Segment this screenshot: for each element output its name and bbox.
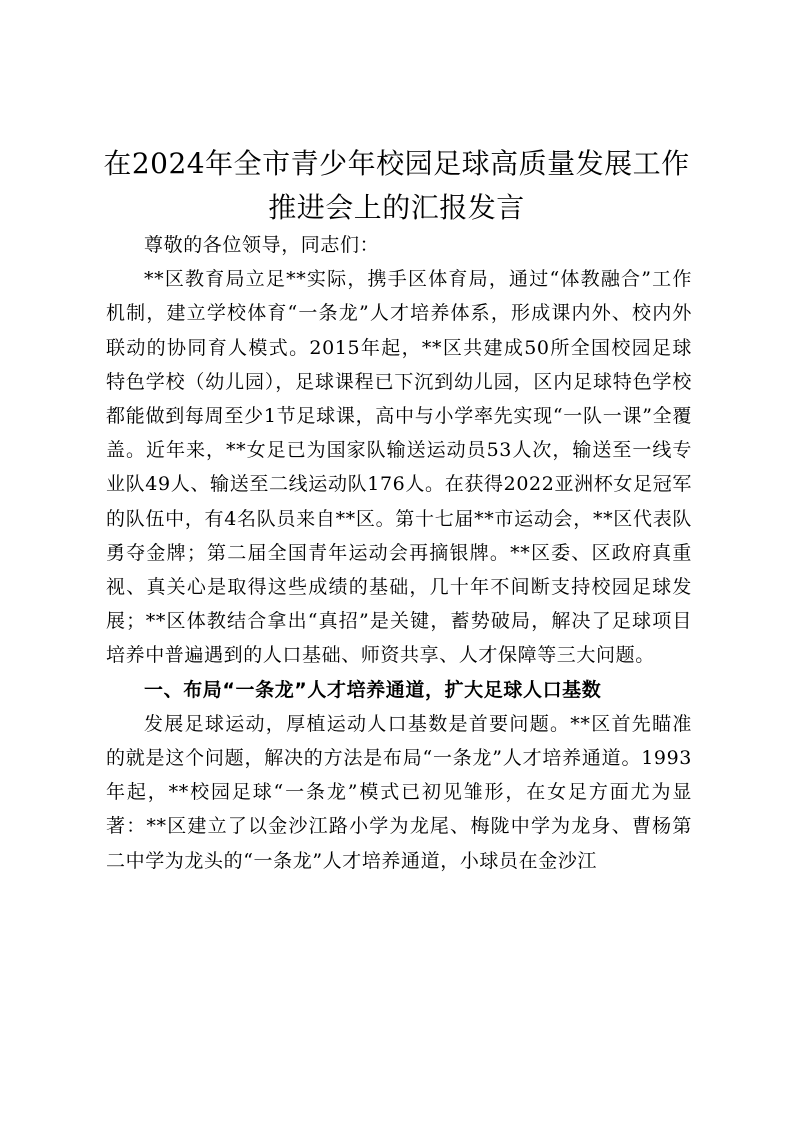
document-title: 在2024年全市青少年校园足球高质量发展工作推进会上的汇报发言 — [103, 147, 690, 224]
section-heading: 一、布局“一条龙”人才培养通道，扩大足球人口基数 — [144, 678, 602, 701]
intro-paragraph: **区教育局立足**实际，携手区体育局，通过“体教融合”工作机制，建立学校体育“一条龙”人才培养体系，形成课内外、校内外联动的协同育人模式。2015年起，**区共建成50所全国校园足球特色学校（幼儿园），足球课程已下沉到幼儿园，区内足球特色学校都能做到每周至少1节足球课，高中与小学率先实现“一队一课”全覆盖。近年来，**女足已为国家队输送运动员53人次，输送至一线专业队49人、输送至二线运动队176人。在获得2022亚洲杯女足冠军的队伍中，有4名队员来自**区。第十七届**市运动会，**区代表队勇夺金牌；第二届全国青年运动会再摘银牌。**区委、区政府真重视、真关心是取得这些成绩的基础，几十年不间断支持校园足球发展；**区体教结合拿出“真招”是关键，蓄势破局，解决了足球项目培养中普遍遇到的人口基础、师资共享、人才保障等三大问题。 — [106, 268, 692, 667]
section-paragraph: 发展足球运动，厚植运动人口基数是首要问题。**区首先瞄准的就是这个问题，解决的方法是布局“一条龙”人才培养通道。1993年起，**校园足球“一条龙”模式已初见雏形，在女足方面尤为显著：**区建立了以金沙江路小学为龙尾、梅陇中学为龙身、曹杨第二中学为龙头的“一条龙”人才培养通道，小球员在金沙江 — [106, 712, 692, 872]
document-body — [106, 228, 692, 878]
salutation: 尊敬的各位领导，同志们： — [144, 234, 380, 256]
